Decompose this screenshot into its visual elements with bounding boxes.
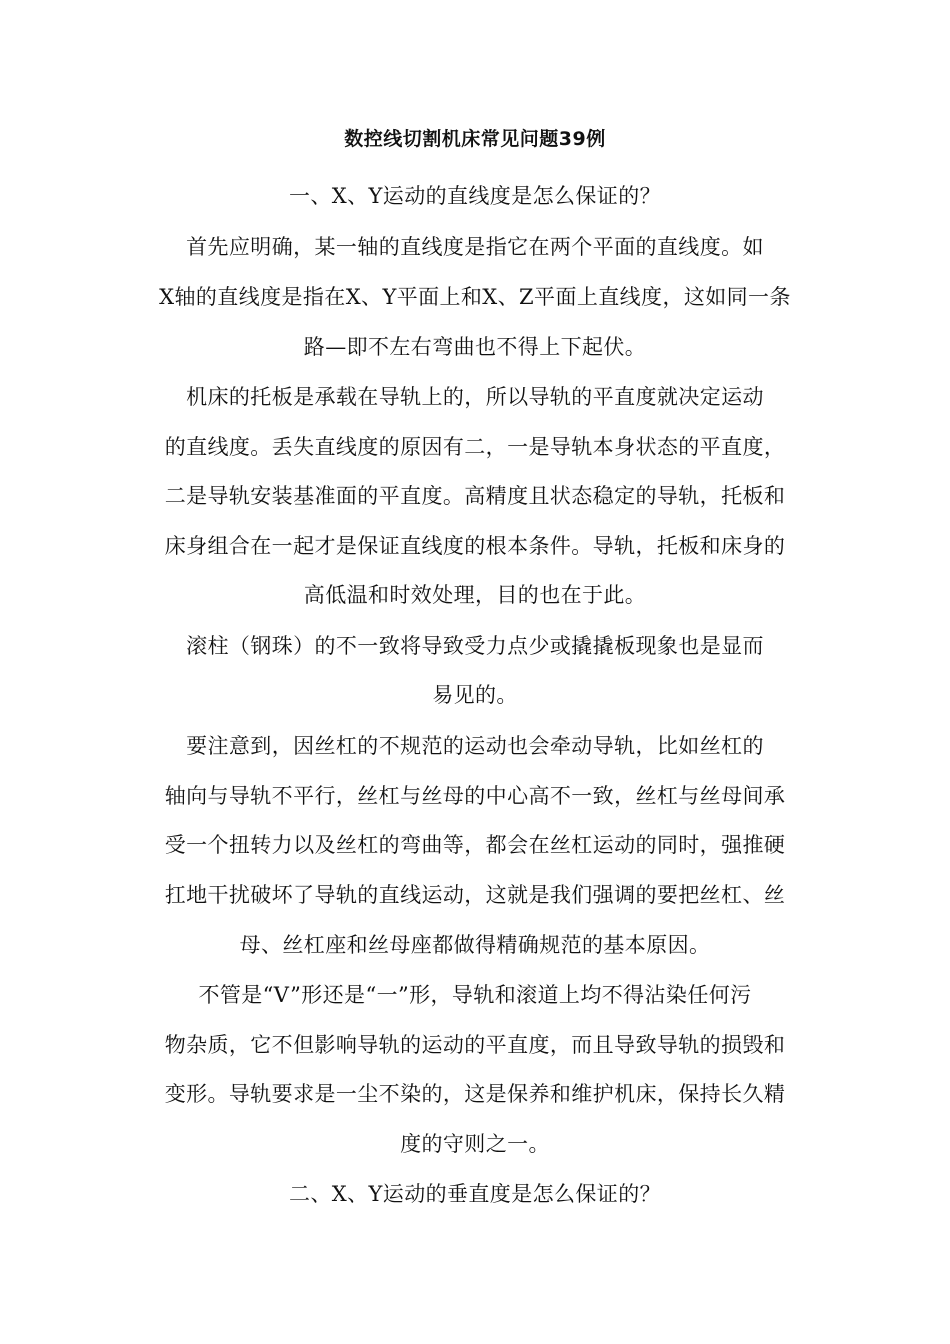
paragraph-line: 易见的。 [432,683,518,707]
paragraph-line: 首先应明确，某一轴的直线度是指它在两个平面的直线度。如 [186,235,764,259]
paragraph-line: 度的守则之一。 [400,1132,550,1156]
paragraph-line: 床身组合在一起才是保证直线度的根本条件。导轨，托板和床身的 [164,534,786,558]
paragraph-line: 轴向与导轨不平行，丝杠与丝母的中心高不一致，丝杠与丝母间承 [164,784,786,808]
paragraph-line: 要注意到，因丝杠的不规范的运动也会牵动导轨，比如丝杠的 [186,734,764,758]
paragraph-line: 不管是“V”形还是“一”形，导轨和滚道上均不得沾染任何污 [198,983,752,1007]
paragraph-line: 物杂质，它不但影响导轨的运动的平直度，而且导致导轨的损毁和 [164,1033,786,1057]
paragraph-line: 扛地干扰破坏了导轨的直线运动，这就是我们强调的要把丝杠、丝 [164,883,786,907]
paragraph-line: 受一个扭转力以及丝杠的弯曲等，都会在丝杠运动的同时，强推硬 [164,833,786,857]
paragraph-line: 的直线度。丢失直线度的原因有二，一是导轨本身状态的平直度， [164,435,786,459]
section-heading-2: 二、X、Y运动的垂直度是怎么保证的？ [288,1182,661,1206]
paragraph-line: X轴的直线度是指在X、Y平面上和X、Z平面上直线度，这如同一条 [159,285,791,309]
section-heading-1: 一、X、Y运动的直线度是怎么保证的？ [288,184,661,208]
paragraph-line: 路—即不左右弯曲也不得上下起伏。 [303,335,647,359]
paragraph-line: 机床的托板是承载在导轨上的，所以导轨的平直度就决定运动 [186,385,764,409]
paragraph-line: 滚柱（钢珠）的不一致将导致受力点少或撬撬板现象也是显而 [186,634,764,658]
document-title: 数控线切割机床常见问题39例 [344,128,606,150]
paragraph-line: 母、丝杠座和丝母座都做得精确规范的基本原因。 [239,933,711,957]
paragraph-line: 变形。导轨要求是一尘不染的，这是保养和维护机床，保持长久精 [164,1082,786,1106]
paragraph-line: 二是导轨安装基准面的平直度。高精度且状态稳定的导轨，托板和 [164,484,786,508]
paragraph-line: 高低温和时效处理，目的也在于此。 [303,583,647,607]
